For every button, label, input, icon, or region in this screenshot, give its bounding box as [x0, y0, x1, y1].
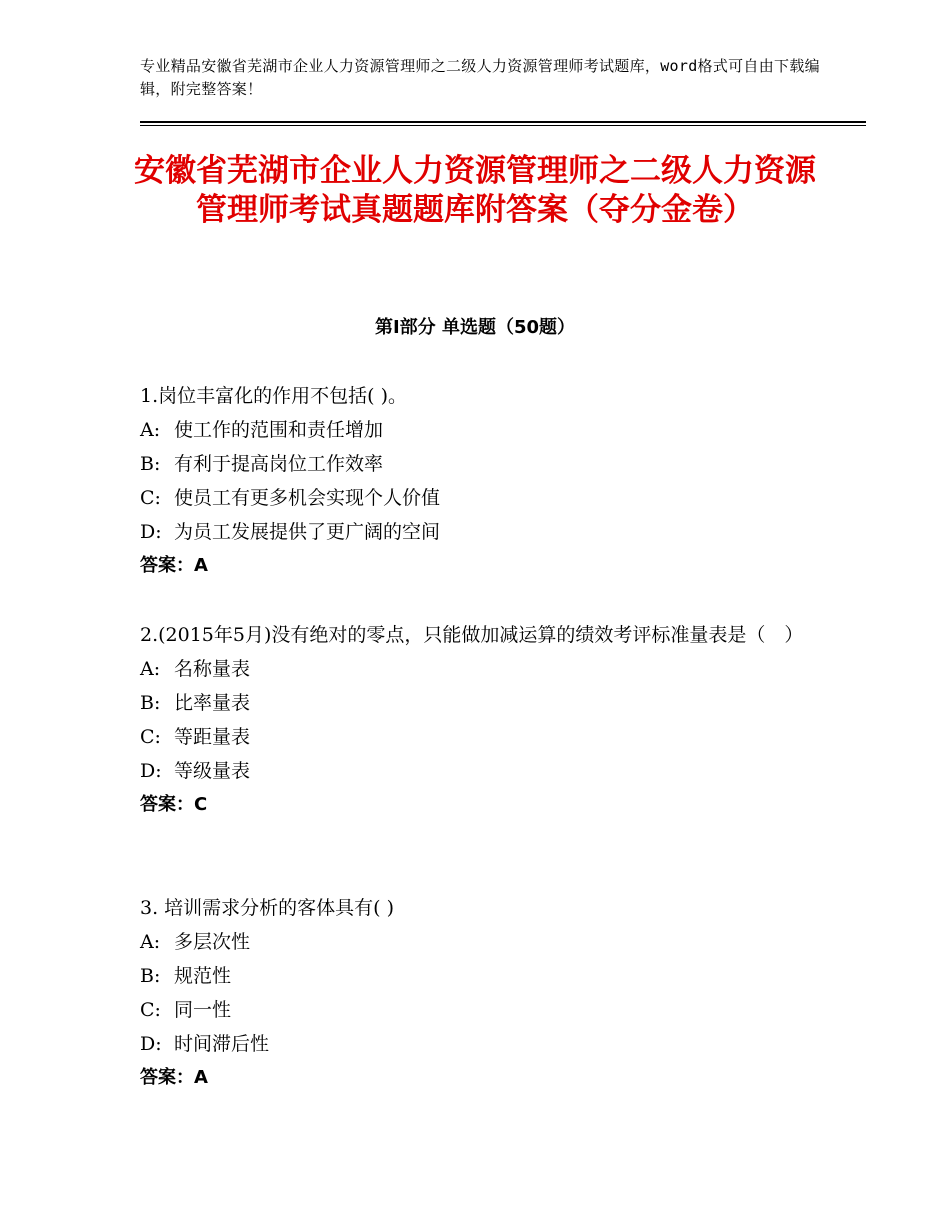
answer: 答案：C [140, 794, 208, 815]
option-d [140, 1027, 840, 1061]
section-title: 第Ⅰ部分 单选题（50题） [374, 317, 575, 338]
option-text: 有利于提高岗位工作效率 [174, 453, 384, 475]
answer: 答案：A [140, 555, 208, 576]
option-text: 规范性 [174, 965, 232, 987]
option-letter: B: [140, 965, 161, 987]
option-text: 同一性 [174, 999, 232, 1021]
option-letter: A: [140, 931, 161, 953]
question-1 [140, 379, 840, 583]
question-2 [140, 618, 804, 822]
option-letter: A: [140, 658, 161, 680]
option-letter: B: [140, 692, 161, 714]
question-stem: 3. 培训需求分析的客体具有( ) [140, 897, 395, 919]
option-b [140, 959, 840, 993]
option-d [140, 515, 840, 549]
option-letter: C: [140, 726, 161, 748]
option-text: 比率量表 [174, 692, 251, 714]
option-a [140, 925, 840, 959]
header-rule-thick [140, 121, 866, 123]
question-stem: 2.(2015年5月)没有绝对的零点，只能做加减运算的绩效考评标准量表是（ ） [140, 624, 804, 646]
option-a [140, 413, 840, 447]
option-text: 时间滞后性 [174, 1033, 270, 1055]
option-letter: D: [140, 1033, 162, 1055]
option-d [140, 754, 800, 788]
question-3 [140, 891, 840, 1095]
option-b [140, 686, 800, 720]
option-text: 使工作的范围和责任增加 [174, 419, 384, 441]
option-text: 多层次性 [174, 931, 251, 953]
header-rule-thin [140, 125, 866, 126]
option-c [140, 481, 840, 515]
document-title: 安徽省芜湖市企业人力资源管理师之二级人力资源管理师考试真题题库附答案（夺分金卷） [134, 153, 816, 228]
option-letter: B: [140, 453, 161, 475]
question-stem: 1.岗位丰富化的作用不包括( )。 [140, 385, 407, 407]
option-letter: D: [140, 521, 162, 543]
option-text: 为员工发展提供了更广阔的空间 [174, 521, 441, 543]
option-text: 名称量表 [174, 658, 251, 680]
option-text: 等级量表 [174, 760, 251, 782]
option-text: 等距量表 [174, 726, 251, 748]
header-note: 专业精品安徽省芜湖市企业人力资源管理师之二级人力资源管理师考试题库，word格式可自由下载编辑，附完整答案！ [140, 57, 820, 98]
option-letter: A: [140, 419, 161, 441]
option-c [140, 720, 800, 754]
answer: 答案：A [140, 1067, 208, 1088]
option-c [140, 993, 840, 1027]
option-b [140, 447, 840, 481]
option-letter: C: [140, 487, 161, 509]
option-text: 使员工有更多机会实现个人价值 [174, 487, 441, 509]
option-letter: D: [140, 760, 162, 782]
option-letter: C: [140, 999, 161, 1021]
option-a [140, 652, 800, 686]
